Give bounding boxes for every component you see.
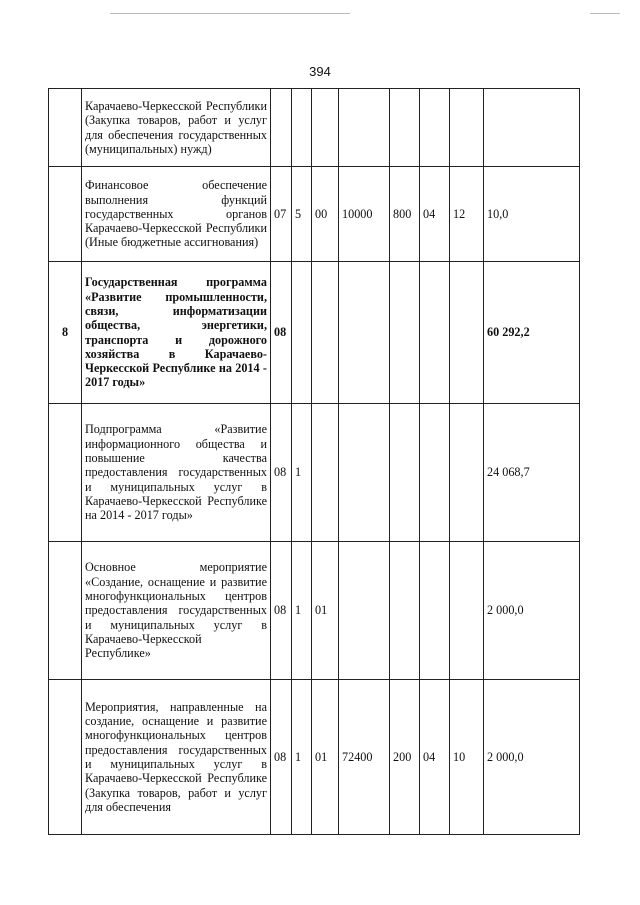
code-program: 08	[271, 262, 292, 404]
row-amount: 10,0	[484, 167, 580, 262]
table-row	[49, 167, 580, 262]
code-subsection	[450, 542, 484, 680]
code-subprogram: 5	[292, 167, 312, 262]
code-subsection	[450, 89, 484, 167]
code-program	[271, 89, 292, 167]
code-direction	[339, 262, 390, 404]
row-name	[82, 542, 271, 680]
code-direction: 72400	[339, 680, 390, 835]
row-number: 8	[49, 262, 82, 404]
code-subsection: 10	[450, 680, 484, 835]
row-name	[82, 262, 271, 404]
table-row	[49, 404, 580, 542]
row-name-text: Подпрограмма «Развитие информационного общества и повышение качества предоставления государственных и муниципальных услуг в Карачаево-Черкесской Республике на 2014 - 2017 годы»	[85, 422, 267, 523]
budget-table	[48, 88, 580, 835]
row-name-text: Основное мероприятие «Создание, оснащение и развитие многофункциональных центров предоставления государственных и муниципальных услуг в Карачаево-Черкесской Республике»	[85, 560, 267, 661]
code-activity: 01	[312, 680, 339, 835]
table-row	[49, 262, 580, 404]
row-name	[82, 167, 271, 262]
row-name-text: Финансовое обеспечение выполнения функций государственных органов Карачаево-Черкесской Республики (Иные бюджетные ассигнования)	[85, 178, 267, 250]
code-expense-type	[390, 89, 420, 167]
row-name	[82, 680, 271, 835]
row-name-text: Государственная программа «Развитие промышленности, связи, информатизации общества, энергетики, транспорта и дорожного хозяйства в Карачаево-Черкесской Республике на 2014 - 2017 годы»	[85, 275, 267, 390]
row-amount	[484, 89, 580, 167]
code-program: 08	[271, 680, 292, 835]
code-subprogram: 1	[292, 404, 312, 542]
code-program: 07	[271, 167, 292, 262]
code-program: 08	[271, 542, 292, 680]
row-name	[82, 89, 271, 167]
table-row	[49, 542, 580, 680]
scan-artifact	[590, 13, 620, 14]
code-expense-type	[390, 404, 420, 542]
row-number	[49, 542, 82, 680]
code-section	[420, 404, 450, 542]
code-section: 04	[420, 167, 450, 262]
row-name	[82, 404, 271, 542]
scan-artifact	[110, 13, 350, 14]
code-expense-type	[390, 262, 420, 404]
code-activity	[312, 262, 339, 404]
row-number	[49, 89, 82, 167]
code-subsection	[450, 262, 484, 404]
row-amount: 2 000,0	[484, 542, 580, 680]
code-direction: 10000	[339, 167, 390, 262]
row-amount: 60 292,2	[484, 262, 580, 404]
code-subsection: 12	[450, 167, 484, 262]
code-direction	[339, 542, 390, 680]
row-amount: 24 068,7	[484, 404, 580, 542]
code-program: 08	[271, 404, 292, 542]
row-number	[49, 680, 82, 835]
code-subprogram	[292, 262, 312, 404]
code-section	[420, 262, 450, 404]
table-row	[49, 680, 580, 835]
code-expense-type: 200	[390, 680, 420, 835]
code-activity	[312, 89, 339, 167]
row-name-text: Мероприятия, направленные на создание, оснащение и развитие многофункциональных центров предоставления государственных и муниципальных услуг в Карачаево-Черкесской Республике (Закупка товаров, работ и услуг для обеспечения	[85, 699, 267, 814]
code-direction	[339, 404, 390, 542]
row-number	[49, 404, 82, 542]
code-direction	[339, 89, 390, 167]
code-section	[420, 542, 450, 680]
row-name-text: Карачаево-Черкесской Республики (Закупка товаров, работ и услуг для обеспечения государственных (муниципальных) нужд)	[85, 98, 267, 156]
code-subprogram: 1	[292, 542, 312, 680]
code-activity: 01	[312, 542, 339, 680]
page-number: 394	[309, 64, 331, 79]
code-subprogram	[292, 89, 312, 167]
table-row	[49, 89, 580, 167]
code-section: 04	[420, 680, 450, 835]
code-activity: 00	[312, 167, 339, 262]
row-number	[49, 167, 82, 262]
code-activity	[312, 404, 339, 542]
code-subprogram: 1	[292, 680, 312, 835]
row-amount: 2 000,0	[484, 680, 580, 835]
code-subsection	[450, 404, 484, 542]
code-expense-type: 800	[390, 167, 420, 262]
code-expense-type	[390, 542, 420, 680]
code-section	[420, 89, 450, 167]
